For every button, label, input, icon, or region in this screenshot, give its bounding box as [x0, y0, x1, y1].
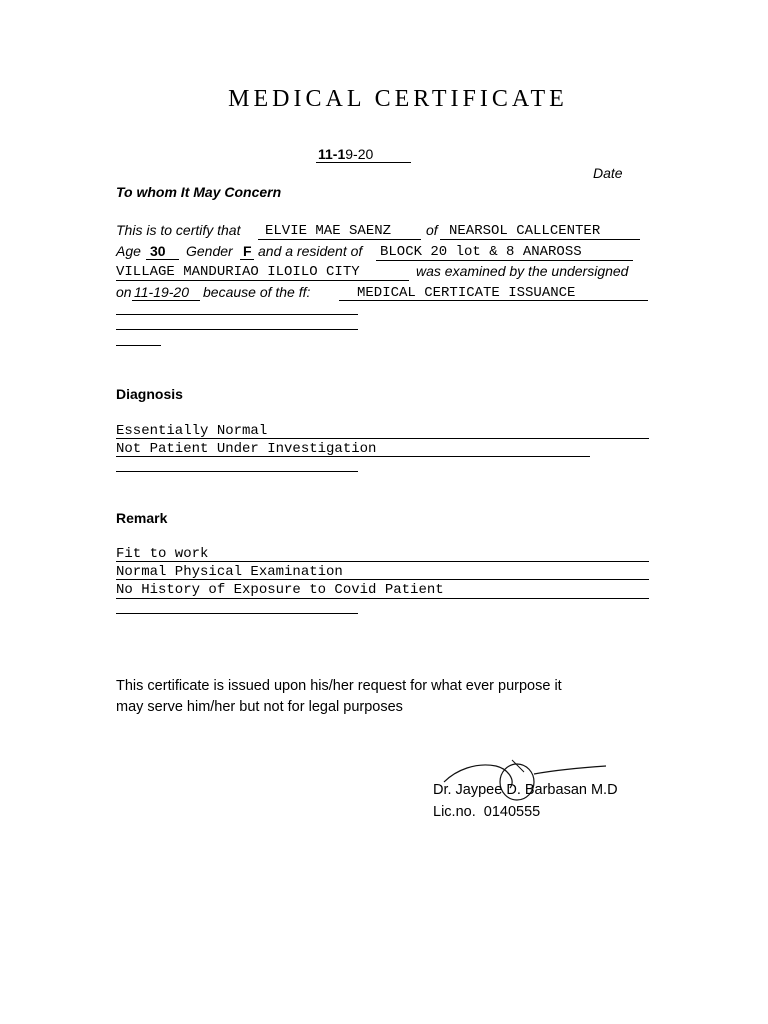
statement-line: This certificate is issued upon his/her request for what ever purpose it	[116, 678, 562, 694]
diagnosis-underline	[116, 438, 649, 439]
on-text: on	[116, 284, 132, 300]
address-line1-underline	[376, 260, 633, 261]
of-text: of	[426, 222, 438, 238]
exam-date-underline	[132, 300, 200, 301]
salutation: To whom It May Concern	[116, 184, 282, 200]
diagnosis-line: Not Patient Under Investigation	[116, 441, 377, 457]
remark-underline	[116, 561, 649, 562]
document-title: MEDICAL CERTIFICATE	[228, 86, 568, 112]
signatory-name: Dr. Jaypee D. Barbasan M.D	[433, 782, 618, 798]
date-underline	[316, 162, 411, 163]
blank-line	[116, 314, 358, 315]
remark-line: No History of Exposure to Covid Patient	[116, 582, 444, 598]
certify-text: This is to certify that	[116, 222, 241, 238]
exam-date: 11-19-20	[134, 284, 190, 300]
gender-label: Gender	[186, 243, 233, 259]
employer-underline	[440, 239, 640, 240]
reason: MEDICAL CERTICATE ISSUANCE	[357, 285, 576, 301]
remark-heading: Remark	[116, 510, 168, 526]
because-text: because of the ff:	[203, 284, 311, 300]
examined-text: was examined by the undersigned	[416, 263, 629, 279]
address-line1: BLOCK 20 lot & 8 ANAROSS	[380, 244, 582, 260]
address-line2-underline	[116, 280, 409, 281]
employer: NEARSOL CALLCENTER	[449, 223, 601, 239]
age-label: Age	[116, 243, 141, 259]
age-value: 30	[150, 243, 166, 259]
license-number: Lic.no. 0140555	[433, 804, 541, 820]
gender-value: F	[243, 243, 252, 259]
blank-line	[116, 329, 358, 330]
gender-underline	[240, 259, 254, 260]
age-underline	[146, 259, 179, 260]
address-line2: VILLAGE MANDURIAO ILOILO CITY	[116, 264, 360, 280]
remark-underline	[116, 598, 649, 599]
diagnosis-line: Essentially Normal	[116, 423, 268, 439]
issue-date-bold: 11-1	[318, 146, 346, 162]
remark-line: Fit to work	[116, 546, 209, 562]
blank-line	[116, 613, 358, 614]
patient-name: ELVIE MAE SAENZ	[265, 223, 392, 239]
statement-line: may serve him/her but not for legal purposes	[116, 699, 403, 715]
blank-line	[116, 471, 358, 472]
diagnosis-underline	[116, 456, 590, 457]
patient-name-underline	[258, 239, 421, 240]
reason-underline	[339, 300, 648, 301]
blank-line	[116, 345, 161, 346]
remark-line: Normal Physical Examination	[116, 564, 343, 580]
issue-date	[318, 146, 373, 162]
remark-underline	[116, 579, 649, 580]
resident-text: and a resident of	[258, 243, 363, 259]
diagnosis-heading: Diagnosis	[116, 386, 183, 402]
date-label: Date	[593, 165, 623, 181]
issue-date-rest: 9-20	[345, 146, 374, 162]
